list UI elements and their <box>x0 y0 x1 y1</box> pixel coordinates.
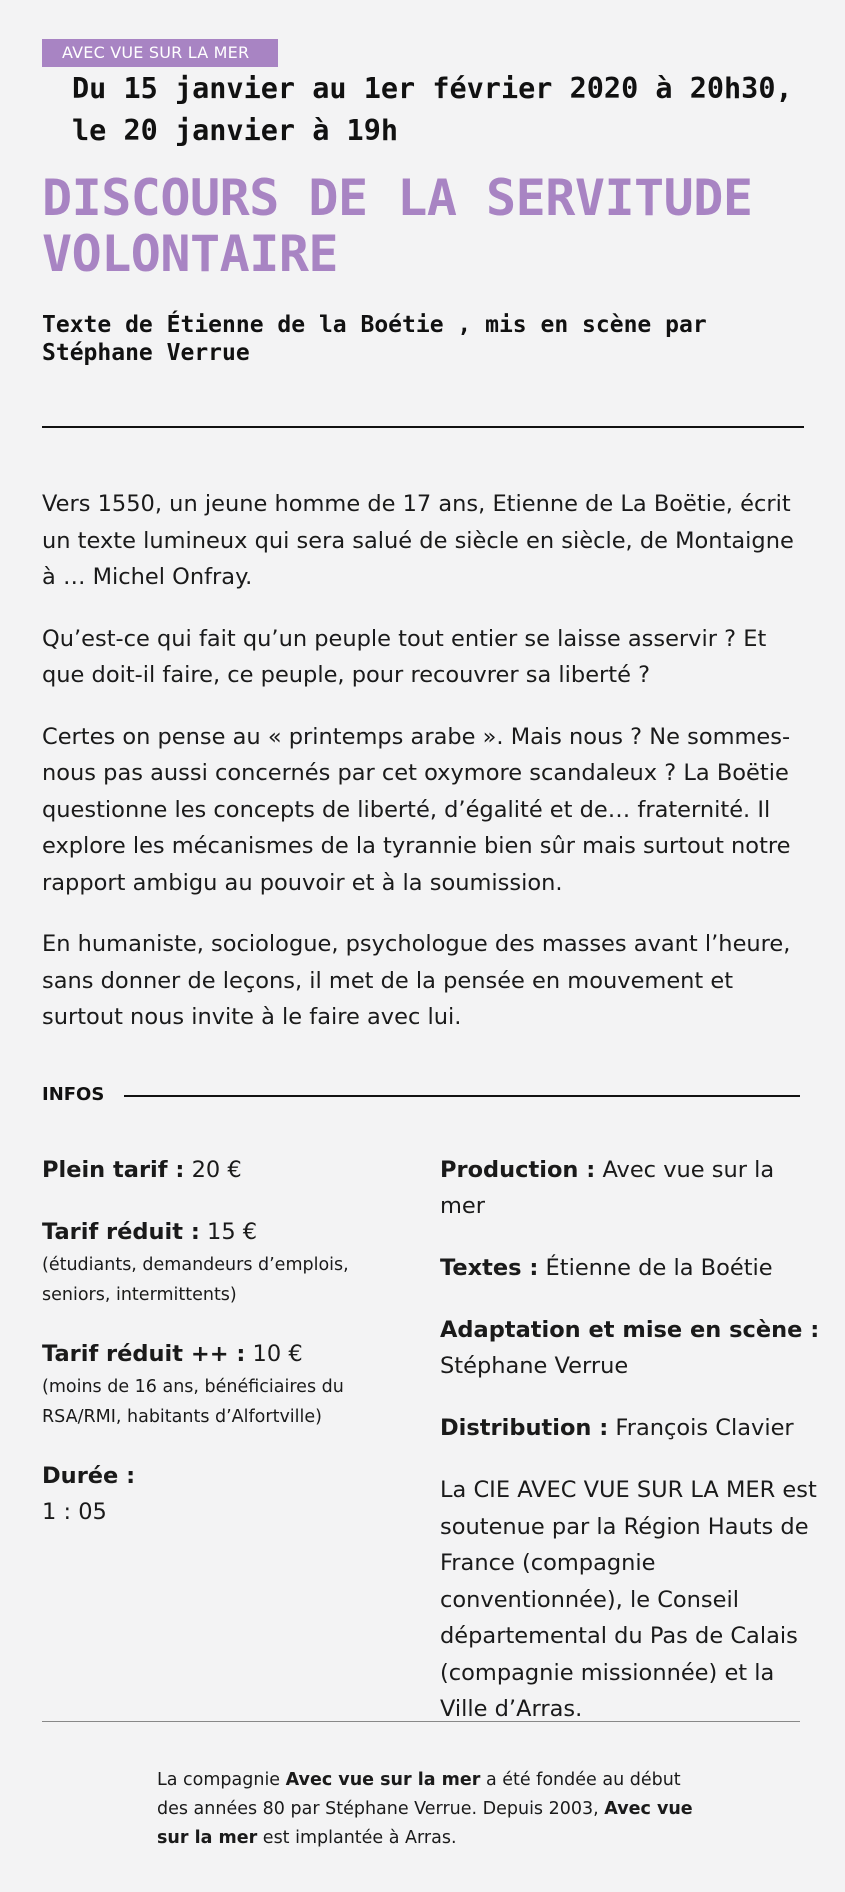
production-label: Production : <box>440 1157 596 1183</box>
footer-company-name: Avec vue sur la mer <box>157 1799 693 1848</box>
textes-label: Textes : <box>440 1255 539 1281</box>
tarif-reduit-pp-note: (moins de 16 ans, bénéficiaires du RSA/RMI, habitants d’Alfortville) <box>42 1377 344 1427</box>
production-value: Avec vue sur la mer <box>440 1157 775 1219</box>
pricing-column <box>42 1152 412 1556</box>
tarif-reduit-label: Tarif réduit : <box>42 1219 200 1245</box>
duree-label: Durée : <box>42 1463 136 1489</box>
tarif-reduit-pp-label: Tarif réduit ++ : <box>42 1341 246 1367</box>
production <box>440 1152 820 1224</box>
performance-dates <box>72 68 832 152</box>
footer-company-name: Avec vue sur la mer <box>285 1770 481 1790</box>
credits-line-2: Stéphane Verrue <box>42 340 250 366</box>
distribution-value: François Clavier <box>615 1415 794 1441</box>
title-line-2: VOLONTAIRE <box>42 225 339 283</box>
support-text: La CIE AVEC VUE SUR LA MER est soutenue par la Région Hauts de France (compagnie conventionnée), le Conseil départemental du Pas de Calais (compagnie missionnée) et la Ville d’Arras. <box>440 1477 817 1722</box>
infos-heading <box>42 1080 804 1110</box>
footer-text: a été fondée au début des années 80 par Stéphane Verrue. Depuis 2003, <box>157 1770 681 1819</box>
plein-tarif <box>42 1152 412 1188</box>
duree <box>42 1458 412 1530</box>
tarif-reduit <box>42 1214 412 1310</box>
description-paragraph: Qu’est-ce qui fait qu’un peuple tout entier se laisse asservir ? Et que doit-il faire, ce peuple, pour recouvrer sa liberté ? <box>42 625 767 688</box>
description-paragraph: Vers 1550, un jeune homme de 17 ans, Etienne de La Boëtie, écrit un texte lumineux qui sera salué de siècle en siècle, de Montaigne à … Michel Onfray. <box>42 491 794 590</box>
textes <box>440 1250 820 1286</box>
company-note <box>157 1766 697 1853</box>
textes-value: Étienne de la Boétie <box>545 1255 773 1281</box>
tarif-reduit-pp-value: 10 € <box>252 1341 303 1367</box>
header-divider <box>42 426 804 428</box>
plein-tarif-value: 20 € <box>191 1157 242 1183</box>
tarif-reduit-plus-plus <box>42 1336 412 1432</box>
title-line-1: DISCOURS DE LA SERVITUDE <box>42 169 753 227</box>
company-tag[interactable]: AVEC VUE SUR LA MER <box>42 39 278 67</box>
dates-line-1: Du 15 janvier au 1er février 2020 à 20h30, <box>72 72 793 105</box>
description-paragraph: En humaniste, sociologue, psychologue des masses avant l’heure, sans donner de leçons, il met de la pensée en mouvement et surtout nous invite à le faire avec lui. <box>42 931 791 1030</box>
plein-tarif-label: Plein tarif : <box>42 1157 185 1183</box>
footer-divider <box>42 1721 800 1722</box>
credits-column <box>440 1152 820 1728</box>
distribution <box>440 1410 820 1446</box>
dates-line-2: le 20 janvier à 19h <box>72 114 399 147</box>
footer-text: est implantée à Arras. <box>257 1828 457 1848</box>
show-title <box>42 170 832 282</box>
tarif-reduit-note: (étudiants, demandeurs d’emplois, seniors, intermittents) <box>42 1255 349 1305</box>
infos-divider <box>124 1095 800 1097</box>
footer-text: La compagnie <box>157 1770 286 1790</box>
tarif-reduit-value: 15 € <box>207 1219 258 1245</box>
credits-line-1: Texte de Étienne de la Boétie , mis en scène par <box>42 312 707 338</box>
distribution-label: Distribution : <box>440 1415 609 1441</box>
description-paragraph: Certes on pense au « printemps arabe ». Mais nous ? Ne sommes-nous pas aussi concernés par cet oxymore scandaleux ? La Boëtie questionne les concepts de liberté, d’égalité et de… fraternité. Il explore les mécanismes de la tyrannie bien sûr mais surtout notre rapport ambigu au pouvoir et à la soumission. <box>42 723 791 896</box>
adaptation-label: Adaptation et mise en scène : <box>440 1317 820 1343</box>
adaptation <box>440 1312 820 1384</box>
infos-label: INFOS <box>42 1084 105 1105</box>
adaptation-value: Stéphane Verrue <box>440 1353 629 1379</box>
show-credits <box>42 311 832 367</box>
show-description <box>42 486 812 1061</box>
duree-value: 1 : 05 <box>42 1499 107 1525</box>
